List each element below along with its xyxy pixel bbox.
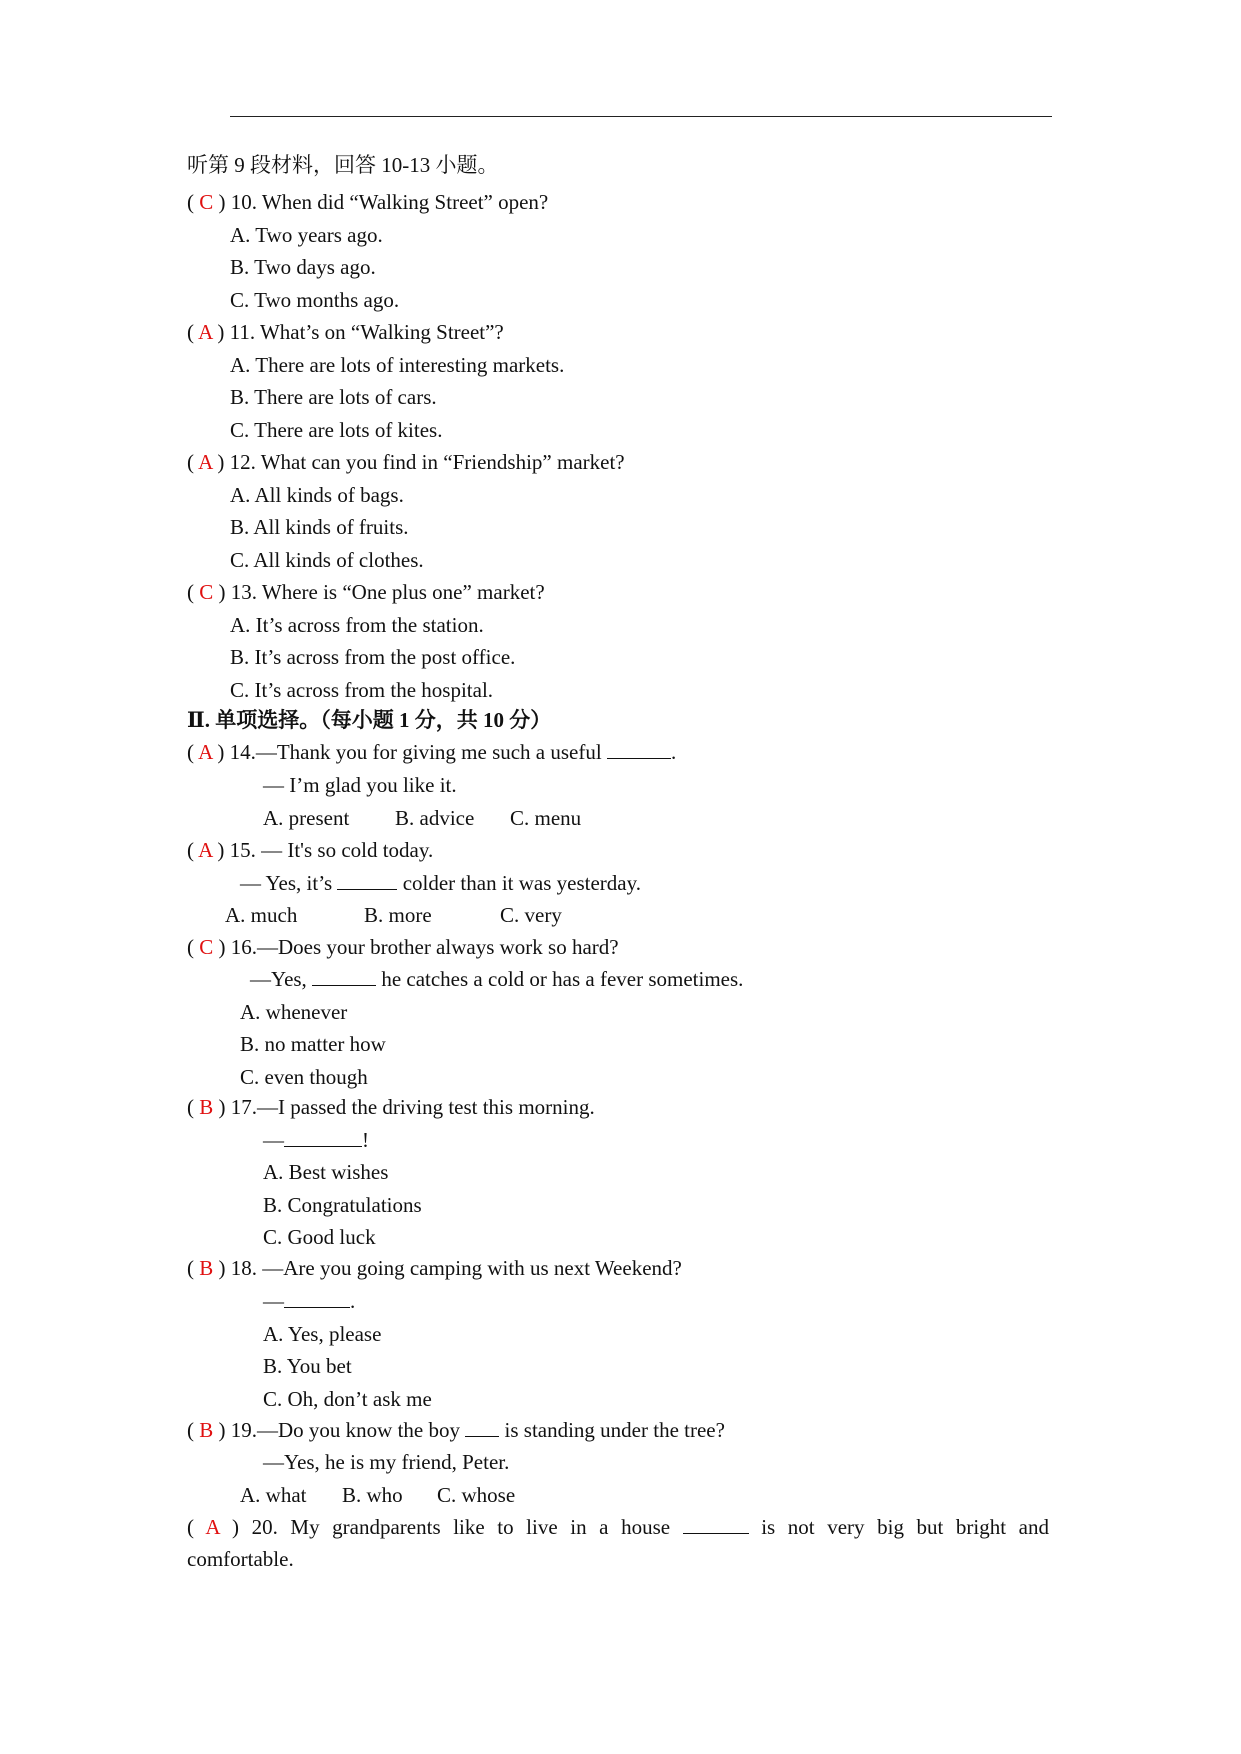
option-b: B. advice: [395, 806, 475, 830]
answer-mark: B: [199, 1095, 214, 1119]
question-stem: 13. Where is “One plus one” market?: [230, 580, 545, 604]
option-b: B. Congratulations: [263, 1193, 422, 1217]
reply-end: !: [362, 1128, 369, 1152]
option-a: A. Best wishes: [263, 1160, 389, 1184]
option-c: C. very: [500, 903, 562, 927]
answer-blank: [683, 1515, 749, 1534]
question-stem: 12. What can you find in “Friendship” market?: [229, 450, 625, 474]
option-b: B. Two days ago.: [230, 255, 376, 279]
answer-mark: C: [199, 935, 214, 959]
option-b: B. who: [342, 1483, 403, 1507]
option-a: A. Two years ago.: [230, 223, 383, 247]
answer-blank: [465, 1418, 499, 1437]
question-19: ( B ) 19.—Do you know the boy is standing under the tree?: [187, 1418, 725, 1442]
answer-mark: A: [198, 450, 213, 474]
option-a: A. present: [263, 806, 350, 830]
question-stem: 16.—Does your brother always work so hard?: [230, 935, 619, 959]
reply: [240, 871, 641, 895]
question-stem: 18. —Are you going camping with us next Weekend?: [230, 1256, 682, 1280]
reply-end: he catches a cold or has a fever sometimes.: [376, 967, 744, 991]
answer-blank: [284, 1289, 350, 1308]
option-a: A. It’s across from the station.: [230, 613, 484, 637]
answer-mark: A: [198, 838, 213, 862]
reply-start: —: [263, 1289, 284, 1313]
option-a: A. There are lots of interesting markets.: [230, 353, 565, 377]
reply: —Yes, he is my friend, Peter.: [263, 1450, 510, 1474]
option-b: B. no matter how: [240, 1032, 386, 1056]
answer-mark: A: [198, 320, 213, 344]
option-c: C. Good luck: [263, 1225, 376, 1249]
question-11: ( A ) 11. What’s on “Walking Street”?: [187, 320, 504, 344]
question-20-continuation: comfortable.: [187, 1547, 294, 1571]
option-c: C. menu: [510, 806, 582, 830]
question-17: ( B ) 17.—I passed the driving test this morning.: [187, 1095, 595, 1119]
listening-header: 听第 9 段材料，回答 10-13 小题。: [187, 153, 499, 177]
question-15: ( A ) 15. — It's so cold today.: [187, 838, 434, 862]
reply-end: colder than it was yesterday.: [397, 871, 642, 895]
question-stem: 15. — It's so cold today.: [229, 838, 434, 862]
option-a: A. Yes, please: [263, 1322, 382, 1346]
option-c: C. Oh, don’t ask me: [263, 1387, 432, 1411]
answer-mark: B: [199, 1256, 214, 1280]
reply: [263, 1289, 355, 1313]
option-c: C. even though: [240, 1065, 368, 1089]
option-b: B. There are lots of cars.: [230, 385, 437, 409]
option-a: A. whenever: [240, 1000, 348, 1024]
option-b: B. You bet: [263, 1354, 352, 1378]
answer-blank: [337, 871, 397, 890]
reply-end: .: [350, 1289, 356, 1313]
question-stem: 10. When did “Walking Street” open?: [230, 190, 549, 214]
answer-blank: [284, 1128, 362, 1147]
option-a: A. much: [225, 903, 298, 927]
option-c: C. There are lots of kites.: [230, 418, 443, 442]
reply: [263, 1128, 369, 1152]
option-c: C. Two months ago.: [230, 288, 400, 312]
answer-blank: [607, 740, 671, 759]
answer-mark: C: [199, 190, 214, 214]
option-a: A. what: [240, 1483, 307, 1507]
question-stem-end: .: [670, 740, 677, 764]
answer-blank: [312, 967, 376, 986]
question-12: ( A ) 12. What can you find in “Friendship” market?: [187, 450, 625, 474]
option-b: B. more: [364, 903, 432, 927]
reply-start: —Yes,: [250, 967, 313, 991]
question-20: ( A ) 20. My grandparents like to live in a house is not very big but bright and: [187, 1515, 1049, 1539]
reply-start: — Yes, it’s: [240, 871, 338, 895]
question-stem: 19.—Do you know the boy: [230, 1418, 466, 1442]
question-13: ( C ) 13. Where is “One plus one” market?: [187, 580, 545, 604]
question-14: ( A ) 14.—Thank you for giving me such a useful .: [187, 740, 677, 764]
option-c: C. It’s across from the hospital.: [230, 678, 494, 702]
question-18: ( B ) 18. —Are you going camping with us next Weekend?: [187, 1256, 682, 1280]
answer-mark: A: [198, 740, 213, 764]
option-b: B. All kinds of fruits.: [230, 515, 409, 539]
option-c: C. whose: [437, 1483, 516, 1507]
reply: — I’m glad you like it.: [263, 773, 457, 797]
option-a: A. All kinds of bags.: [230, 483, 404, 507]
answer-mark: B: [199, 1418, 214, 1442]
question-stem: 11. What’s on “Walking Street”?: [229, 320, 504, 344]
question-16: ( C ) 16.—Does your brother always work so hard?: [187, 935, 619, 959]
header-rule: [230, 116, 1052, 117]
reply-start: —: [263, 1128, 284, 1152]
answer-mark: C: [199, 580, 214, 604]
question-stem-end: is standing under the tree?: [499, 1418, 725, 1442]
option-b: B. It’s across from the post office.: [230, 645, 516, 669]
reply: [250, 967, 743, 991]
question-10: ( C ) 10. When did “Walking Street” open?: [187, 190, 549, 214]
option-c: C. All kinds of clothes.: [230, 548, 424, 572]
section-title: Ⅱ. 单项选择。（每小题 1 分，共 10 分）: [187, 708, 552, 732]
question-stem: 14.—Thank you for giving me such a useful: [229, 740, 607, 764]
question-stem-end: is not very big but bright and: [748, 1515, 1049, 1539]
answer-mark: A: [205, 1515, 220, 1539]
question-stem: 20. My grandparents like to live in a house: [251, 1515, 683, 1539]
question-stem: 17.—I passed the driving test this morning.: [230, 1095, 595, 1119]
